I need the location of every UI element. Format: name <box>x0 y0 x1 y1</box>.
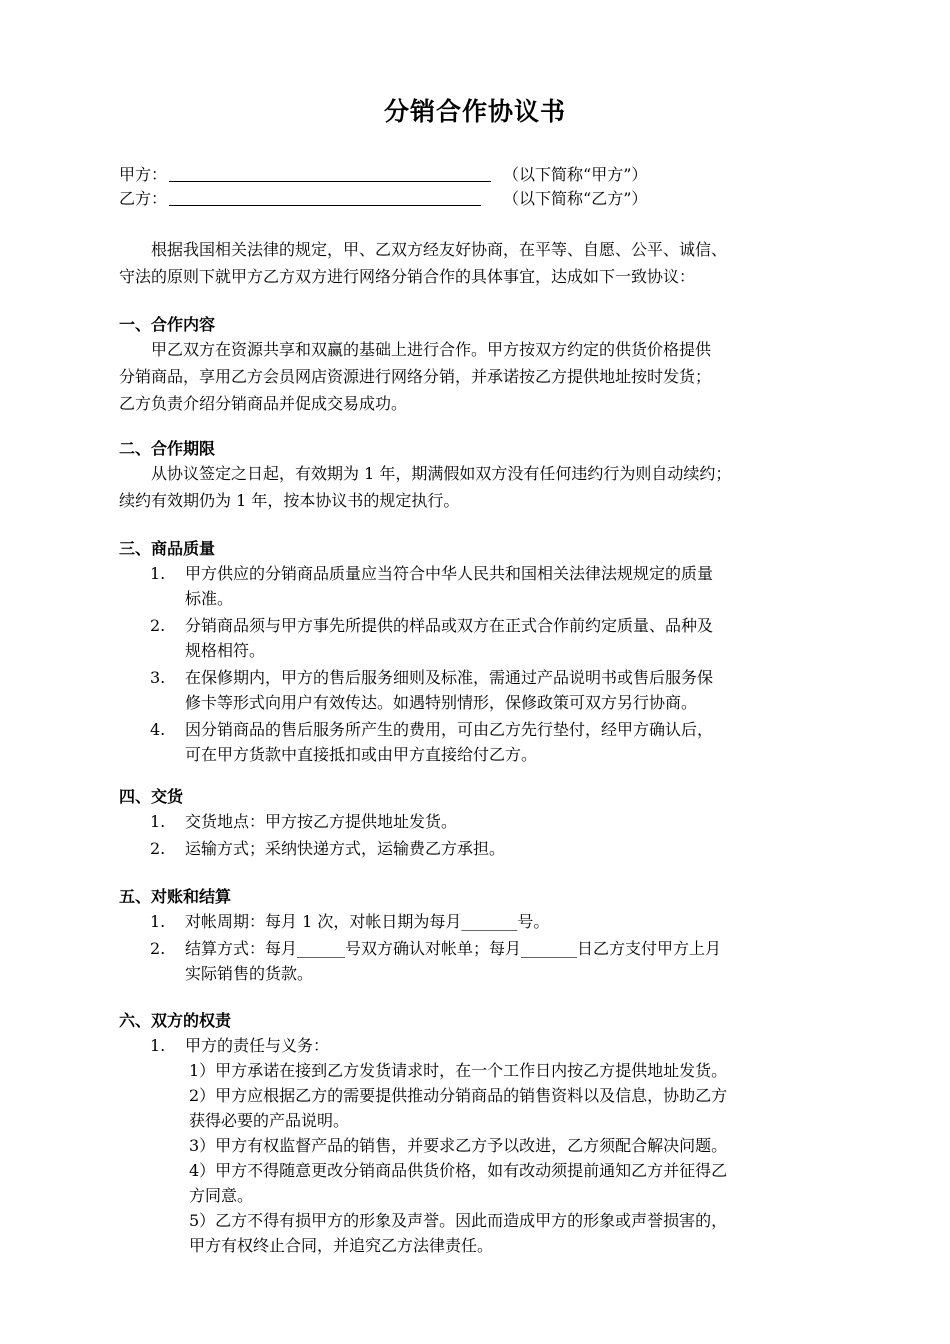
list-number: 2. <box>150 616 166 635</box>
duty-line: 甲方有权终止合同，并追究乙方法律责任。 <box>189 1236 494 1255</box>
duty-line: 1）甲方承诺在接到乙方发货请求时，在一个工作日内按乙方提供地址发货。 <box>189 1061 728 1080</box>
list-number: 1. <box>150 1036 166 1055</box>
section-heading-quality: 三、商品质量 <box>119 539 216 558</box>
list-text: 在保修期内，甲方的售后服务细则及标准，需通过产品说明书或售后服务保 <box>185 668 714 687</box>
duty-line: 3）甲方有权监督产品的销售，并要求乙方予以改进，乙方须配合解决问题。 <box>189 1136 728 1155</box>
body-line: 分销商品，享用乙方会员网店资源进行网络分销，并承诺按乙方提供地址按时发货； <box>119 367 712 386</box>
body-line: 乙方负责介绍分销商品并促成交易成功。 <box>119 394 408 413</box>
duty-line: 方同意。 <box>189 1186 254 1205</box>
list-item <box>150 809 850 834</box>
list-item <box>150 836 850 861</box>
party-a-blank <box>169 167 491 182</box>
list-item <box>150 717 850 767</box>
list-item <box>150 665 850 715</box>
document-title: 分销合作协议书 <box>383 97 566 126</box>
list-text: 运输方式；采纳快递方式，运输费乙方承担。 <box>185 839 506 858</box>
list-text: 交货地点：甲方按乙方提供地址发货。 <box>185 812 458 831</box>
party-a-line <box>119 164 647 186</box>
section-heading-rights: 六、双方的权责 <box>119 1011 232 1030</box>
settlement-list <box>150 909 850 988</box>
list-text: 实际销售的货款。 <box>185 964 314 983</box>
list-text: 甲方的责任与义务： <box>185 1036 330 1055</box>
list-text: 修卡等形式向用户有效传达。如遇特别情形，保修政策可双方另行协商。 <box>185 693 698 712</box>
list-number: 4. <box>150 720 166 739</box>
party-b-label: 乙方： <box>119 189 168 208</box>
party-b-blank <box>169 191 481 206</box>
duty-line: 2）甲方应根据乙方的需要提供推动分销商品的销售资料以及信息，协助乙方 <box>189 1086 728 1105</box>
list-text: 可在甲方货款中直接抵扣或由甲方直接给付乙方。 <box>185 745 538 764</box>
list-number: 2. <box>150 939 166 958</box>
list-text: 标准。 <box>185 589 234 608</box>
party-a-note: （以下简称“甲方”） <box>503 165 648 184</box>
list-text: 结算方式：每月______号双方确认对帐单；每月_______日乙方支付甲方上月 <box>185 939 722 958</box>
list-item <box>150 561 850 611</box>
party-a-duties <box>189 1058 849 1258</box>
section-heading-cooperation: 一、合作内容 <box>119 315 216 334</box>
party-a-label: 甲方： <box>119 165 168 184</box>
list-number: 2. <box>150 839 166 858</box>
duty-line: 获得必要的产品说明。 <box>189 1111 350 1130</box>
duty-line: 5）乙方不得有损甲方的形象及声誉。因此而造成甲方的形象或声誉损害的， <box>189 1211 728 1230</box>
list-text: 甲方供应的分销商品质量应当符合中华人民共和国相关法律法规规定的质量 <box>185 564 714 583</box>
list-text: 分销商品须与甲方事先所提供的样品或双方在正式合作前约定质量、品种及 <box>185 616 714 635</box>
intro-paragraph <box>119 236 851 290</box>
section-heading-term: 二、合作期限 <box>119 439 216 458</box>
list-text: 对帐周期：每月 1 次，对帐日期为每月_______号。 <box>185 912 550 931</box>
body-line: 续约有效期仍为 1 年，按本协议书的规定执行。 <box>119 491 460 510</box>
list-item <box>150 613 850 663</box>
body-line: 甲乙双方在资源共享和双赢的基础上进行合作。甲方按双方约定的供货价格提供 <box>119 340 712 359</box>
section-body-cooperation <box>119 336 851 417</box>
list-number: 1. <box>150 564 166 583</box>
party-b-note: （以下简称“乙方”） <box>503 189 648 208</box>
rights-list <box>150 1033 850 1060</box>
section-heading-settlement: 五、对账和结算 <box>119 887 232 906</box>
duty-line: 4）甲方不得随意更改分销商品供货价格，如有改动须提前通知乙方并征得乙 <box>189 1161 728 1180</box>
body-line: 从协议签定之日起，有效期为 1 年，期满假如双方没有任何违约行为则自动续约； <box>119 464 732 483</box>
list-number: 1. <box>150 812 166 831</box>
intro-line: 守法的原则下就甲方乙方双方进行网络分销合作的具体事宜，达成如下一致协议： <box>119 267 696 286</box>
section-heading-delivery: 四、交货 <box>119 787 184 806</box>
list-text: 因分销商品的售后服务所产生的费用，可由乙方先行垫付，经甲方确认后， <box>185 720 714 739</box>
party-b-line <box>119 188 647 210</box>
delivery-list <box>150 809 850 863</box>
list-item <box>150 1033 850 1058</box>
intro-line: 根据我国相关法律的规定，甲、乙双方经友好协商，在平等、自愿、公平、诚信、 <box>119 240 728 259</box>
list-text: 规格相符。 <box>185 641 266 660</box>
list-item <box>150 936 850 986</box>
list-number: 3. <box>150 668 166 687</box>
section-body-term <box>119 460 851 514</box>
list-number: 1. <box>150 912 166 931</box>
quality-list <box>150 561 850 769</box>
list-item <box>150 909 850 934</box>
